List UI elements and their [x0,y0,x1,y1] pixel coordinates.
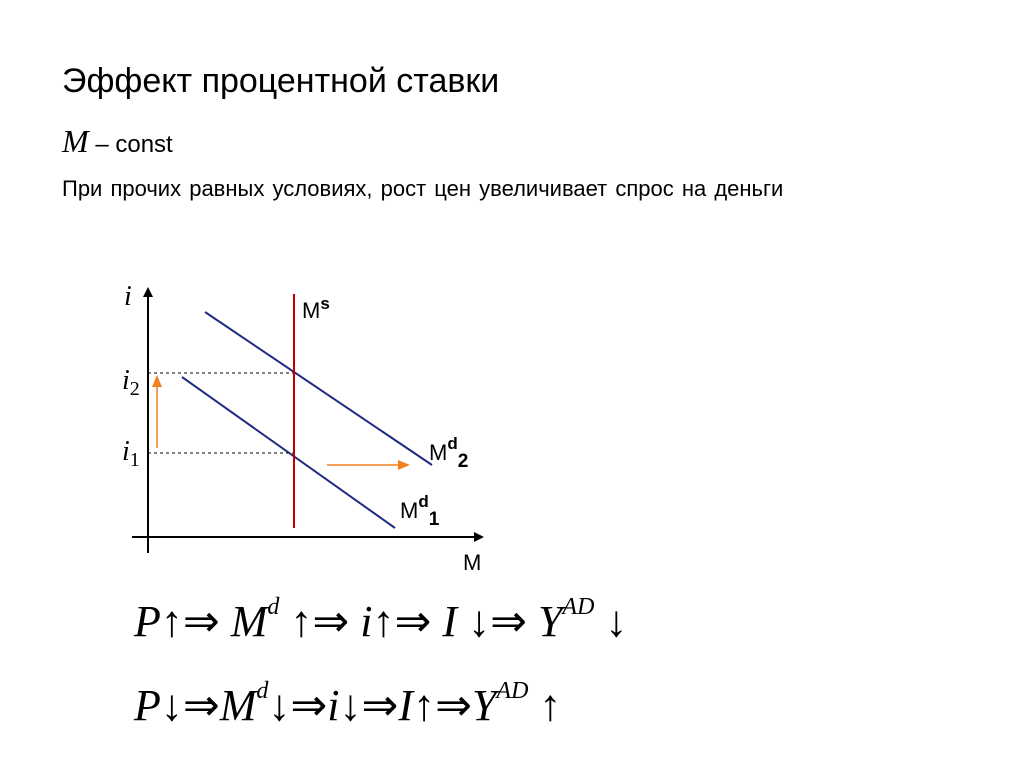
formula1-arrow-4: ↓ [468,597,491,646]
formula2-arrow-1: ↓ [160,681,183,730]
formula1-Y: Y [537,597,563,646]
demand-curve-1 [182,377,395,528]
formula2-implies-3: ⇒ [361,681,399,730]
formula-price-decrease [134,678,562,730]
formula2-M-sup: d [256,678,269,705]
formula1-implies-2: ⇒ [312,597,350,646]
formula2-implies-1: ⇒ [182,681,220,730]
formula2-arrow-5: ↑ [539,681,562,730]
subtitle-variable: M [62,123,89,159]
formula2-Y-sup: AD [496,678,529,705]
subtitle-text: – const [88,131,173,158]
demand1-label-base: M [400,498,419,523]
formula1-Y-sup: AD [562,594,595,621]
demand1-label [400,492,440,530]
i2-label-sub: 2 [129,378,140,400]
formula2-P: P [134,681,161,730]
formula2-arrow-4: ↑ [413,681,436,730]
formula2-I: I [398,681,414,730]
formula2-implies-4: ⇒ [435,681,472,730]
demand2-label-sub: 2 [457,451,469,472]
formula1-M: M [230,597,268,646]
demand2-label-base: M [429,440,448,465]
demand2-label [429,434,468,472]
statement-text: При прочих равных условиях, рост цен увеличивает спрос на деньги [62,176,784,201]
demand-curve-2 [205,312,432,465]
formula1-arrow-2: ↑ [290,597,313,646]
formula2-M: M [219,681,257,730]
formula1-I: I [442,597,458,646]
i2-label [122,365,140,400]
formula1-arrow-1: ↑ [160,597,183,646]
formula2-Y: Y [471,681,497,730]
demand1-label-sup: d [418,492,429,511]
x-axis-label: M [463,550,482,575]
slide-title: Эффект процентной ставки [62,62,500,100]
formula2-arrow-3: ↓ [339,681,362,730]
formula1-arrow-3: ↑ [372,597,395,646]
demand1-label-sub: 1 [428,509,440,530]
y-axis-label: i [124,281,132,312]
formula1-implies-3: ⇒ [394,597,432,646]
formula-price-increase [134,594,628,646]
formula2-arrow-2: ↓ [268,681,291,730]
formula1-implies-4: ⇒ [490,597,527,646]
formula1-M-sup: d [267,594,280,621]
i1-label-base: i [122,436,130,467]
formula2-implies-2: ⇒ [290,681,328,730]
formula1-implies-1: ⇒ [182,597,220,646]
i1-label-sub: 1 [129,449,140,471]
supply-label-sup: s [320,294,330,313]
formula2-i: i [327,681,340,730]
supply-label-base: M [302,298,321,323]
formula1-i: i [360,597,373,646]
demand2-label-sup: d [447,434,458,453]
formula1-arrow-5: ↓ [605,597,628,646]
i2-label-base: i [122,365,130,396]
i1-label [122,436,140,471]
formula1-P: P [134,597,161,646]
supply-label [302,294,330,323]
